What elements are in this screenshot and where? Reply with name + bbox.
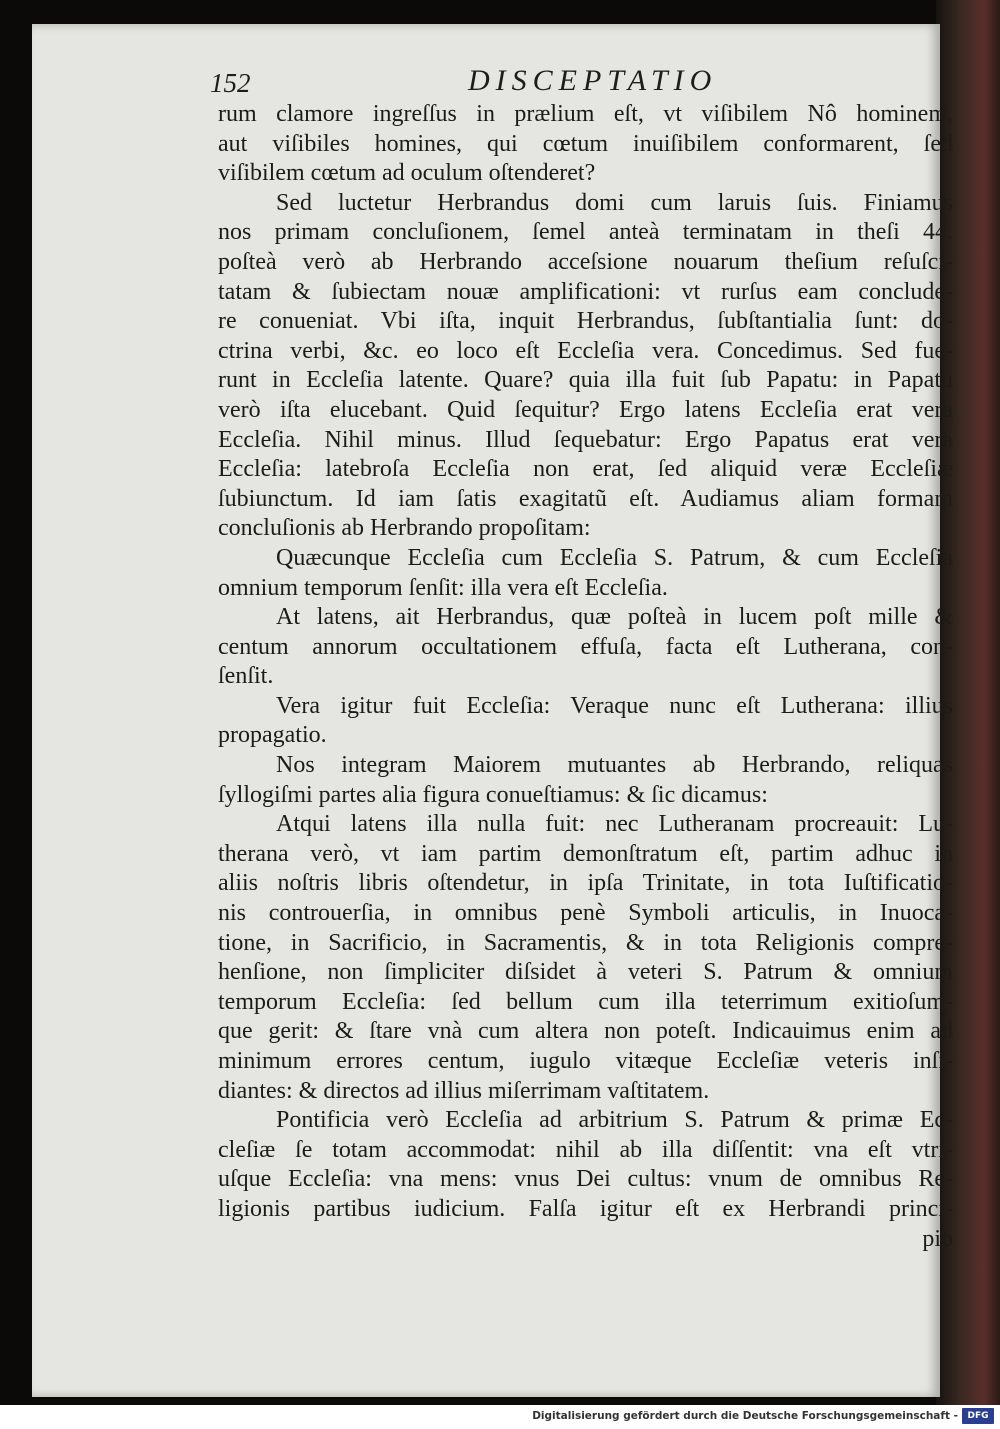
footer-bar — [0, 1405, 1000, 1429]
text-line: minimum errores centum, iugulo vitæque Eccleſiæ veteris inſi- — [218, 1048, 953, 1074]
text-line: Atqui latens illa nulla fuit: nec Lutheranam procreauit: Lu- — [276, 811, 953, 838]
text-line: ctrina verbi, &c. eo loco eſt Eccleſia vera. Concedimus. Sed fue- — [218, 337, 953, 364]
digitization-credit: Digitalisierung gefördert durch die Deutsche Forschungsgemeinschaft - — [532, 1410, 958, 1422]
text-line: ligionis partibus iudicium. Falſa igitur eſt ex Herbrandi princi- — [218, 1195, 953, 1222]
text-line: diantes: & directos ad illius miſerrimam vaſtitatem. — [218, 1077, 710, 1104]
text-line: Eccleſia. Nihil minus. Illud ſequebatur: Ergo Papatus erat vera — [218, 426, 953, 453]
text-line: therana verò, vt iam partim demonſtratum eſt, partim adhuc in — [218, 840, 953, 867]
text-line: concluſionis ab Herbrando propoſitam: — [218, 515, 591, 542]
text-line: aliis noſtris libris oſtendetur, in ipſa Trinitate, in tota Iuſtificatio- — [218, 870, 953, 897]
text-line: temporum Eccleſia: ſed bellum cum illa teterrimum exitioſum- — [218, 988, 953, 1015]
text-line: que gerit: & ſtare vnà cum altera non poteſt. Indicauimus enim ad — [218, 1018, 953, 1045]
text-line: henſione, non ſimpliciter diſsidet à veteri S. Patrum & omnium — [218, 959, 953, 986]
text-line: Quæcunque Eccleſia cum Eccleſia S. Patrum, & cum Eccleſia — [276, 544, 953, 571]
text-line: propagatio. — [218, 722, 327, 749]
text-line: cleſiæ ſe totam accommodat: nihil ab illa diſſentit: vna eſt vtri- — [218, 1136, 953, 1163]
text-line: At latens, ait Herbrandus, quæ poſteà in lucem poſt mille & — [276, 604, 953, 631]
page-header — [210, 64, 750, 100]
text-line: tione, in Sacrificio, in Sacramentis, & in tota Religionis compre- — [218, 929, 953, 956]
text-line: re conueniat. Vbi iſta, inquit Herbrandus, ſubſtantialia ſunt: do- — [218, 308, 953, 335]
text-line: Eccleſia: latebroſa Eccleſia non erat, ſed aliquid veræ Eccleſiæ — [218, 456, 953, 483]
text-line: verò iſta elucebant. Quid ſequitur? Ergo latens Eccleſia erat vera — [218, 396, 953, 423]
text-line: ſubiunctum. Id iam ſatis exagitatũ eſt. Audiamus aliam formam — [218, 485, 953, 512]
text-line: nis controuerſia, in omnibus penè Symboli articulis, in Inuoca- — [218, 900, 953, 927]
text-line: viſibilem cœtum ad oculum oſtenderet? — [218, 160, 596, 187]
text-line: runt in Eccleſia latente. Quare? quia illa fuit ſub Papatu: in Papatu — [218, 367, 953, 394]
text-line: Sed luctetur Herbrandus domi cum laruis ſuis. Finiamus — [276, 189, 953, 216]
text-line: aut viſibiles homines, qui cœtum inuiſibilem conformarent, ſed — [218, 130, 953, 157]
text-line: tatam & ſubiectam nouæ amplificationi: vt rurſus eam conclude- — [218, 278, 953, 305]
text-line: nos primam concluſionem, ſemel anteà terminatam in theſi 44. — [218, 219, 953, 246]
text-line: ſenſit. — [218, 663, 274, 690]
text-line: Vera igitur fuit Eccleſia: Veraque nunc eſt Lutherana: illius — [276, 692, 953, 719]
text-line: poſteà verò ab Herbrando acceſsione nouarum theſium reſuſci- — [218, 248, 953, 275]
text-line: uſque Eccleſia: vna mens: vnus Dei cultus: vnum de omnibus Re- — [218, 1166, 953, 1193]
running-title: DISCEPTATIO — [468, 64, 718, 97]
text-line: rum clamore ingreſſus in prælium eſt, vt viſibilem Nô hominem, — [218, 101, 953, 127]
text-line: ſyllogiſmi partes alia figura conueſtiamus: & ſic dicamus: — [218, 781, 768, 808]
page-number: 152 — [210, 68, 251, 98]
text-line: centum annorum occultationem effuſa, facta eſt Lutherana, con- — [218, 633, 953, 660]
text-line: Pontificia verò Eccleſia ad arbitrium S. Patrum & primæ Ec- — [276, 1107, 953, 1134]
text-line: Nos integram Maiorem mutuantes ab Herbrando, reliquas — [276, 752, 953, 779]
text-line: pio — [922, 1225, 953, 1252]
text-line: omnium temporum ſenſit: illa vera eſt Eccleſia. — [218, 574, 668, 601]
dfg-logo: DFG — [962, 1408, 994, 1424]
body-text — [218, 100, 953, 1254]
